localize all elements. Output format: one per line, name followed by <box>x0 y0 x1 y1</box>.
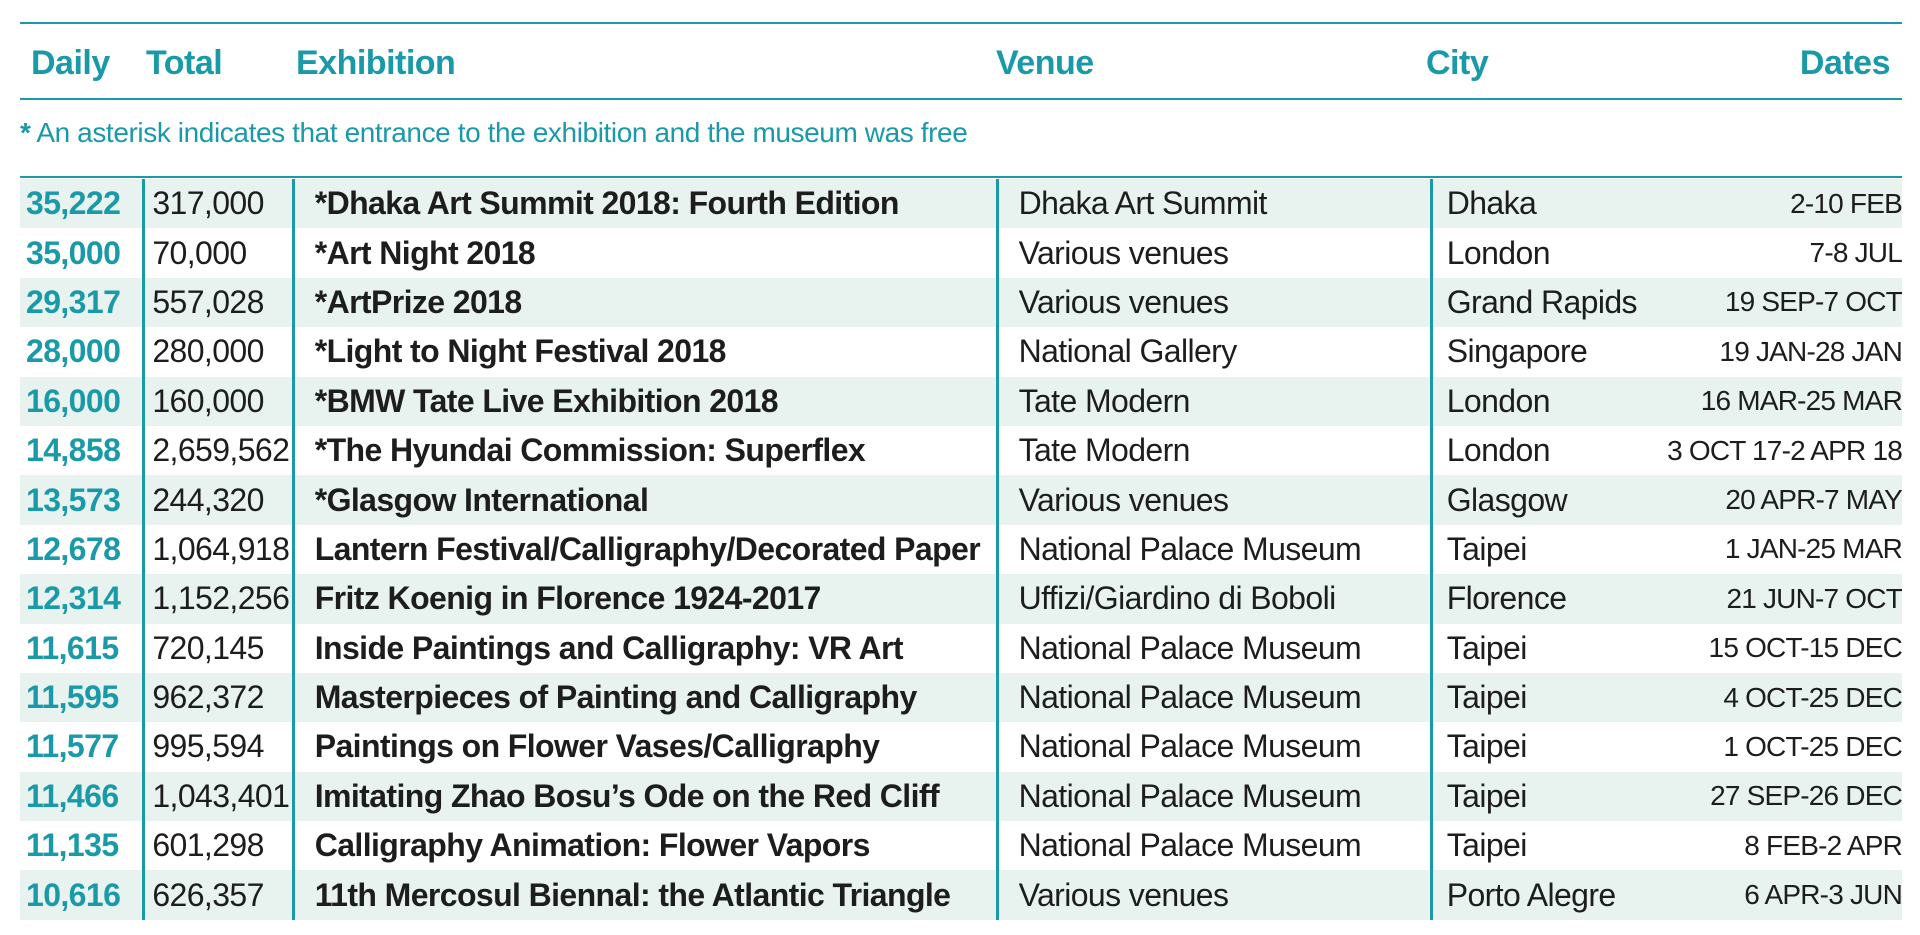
table-row <box>20 377 1902 426</box>
header-daily: Daily <box>31 44 110 82</box>
table-row <box>20 525 1902 574</box>
cell-city: Taipei <box>1431 722 1657 771</box>
cell-dates: 21 JUN-7 OCT <box>1657 574 1902 623</box>
cell-daily: 11,615 <box>26 629 119 666</box>
cell-total: 160,000 <box>144 377 293 426</box>
cell-dates: 19 JAN-28 JAN <box>1719 335 1902 367</box>
cell-total: 962,372 <box>144 673 293 722</box>
cell-city: Taipei <box>1431 624 1657 673</box>
cell-total: 1,064,918 <box>144 525 293 574</box>
cell-venue: Various venues <box>997 870 1431 919</box>
cell-dates: 8 FEB-2 APR <box>1744 829 1902 861</box>
cell-total: 557,028 <box>144 278 293 327</box>
table-row <box>20 722 1902 771</box>
cell-total: 601,298 <box>144 821 293 870</box>
cell-exhibition: Paintings on Flower Vases/Calligraphy <box>293 722 997 771</box>
cell-city: Taipei <box>1431 772 1657 821</box>
cell-city: Porto Alegre <box>1431 870 1657 919</box>
note-text: An asterisk indicates that entrance to the exhibition and the museum was free <box>30 117 968 148</box>
cell-dates: 16 MAR-25 MAR <box>1657 377 1902 426</box>
cell-daily: 28,000 <box>26 333 121 370</box>
exhibition-table <box>20 179 1902 920</box>
cell-daily: 29,317 <box>20 278 144 327</box>
cell-city: Taipei <box>1431 525 1657 574</box>
cell-exhibition: *The Hyundai Commission: Superflex <box>293 426 997 475</box>
table-row <box>20 426 1902 475</box>
cell-venue: National Palace Museum <box>997 821 1431 870</box>
cell-dates: 4 OCT-25 DEC <box>1657 673 1902 722</box>
cell-total: 720,145 <box>144 624 293 673</box>
cell-exhibition: *ArtPrize 2018 <box>293 278 997 327</box>
table-row <box>20 278 1902 327</box>
cell-exhibition: Inside Paintings and Calligraphy: VR Art <box>293 624 997 673</box>
table-row <box>20 179 1902 228</box>
header-venue: Venue <box>996 44 1094 82</box>
cell-daily: 11,595 <box>20 673 144 722</box>
cell-exhibition: *Art Night 2018 <box>293 228 997 277</box>
table-row <box>20 475 1902 524</box>
cell-total: 280,000 <box>144 327 293 376</box>
cell-total: 1,152,256 <box>144 574 293 623</box>
cell-total: 995,594 <box>144 722 293 771</box>
cell-dates: 20 APR-7 MAY <box>1657 475 1902 524</box>
cell-total: 244,320 <box>144 475 293 524</box>
cell-venue: National Palace Museum <box>997 525 1431 574</box>
cell-city: Florence <box>1431 574 1657 623</box>
cell-venue: Tate Modern <box>997 377 1431 426</box>
cell-daily: 11,466 <box>20 772 144 821</box>
cell-dates: 7-8 JUL <box>1809 237 1902 269</box>
header-dates: Dates <box>1799 44 1890 82</box>
cell-total: 626,357 <box>144 870 293 919</box>
note-asterisk: * <box>20 117 31 148</box>
cell-venue: Dhaka Art Summit <box>997 179 1431 228</box>
cell-dates: 1 OCT-25 DEC <box>1723 730 1902 762</box>
cell-dates: 19 SEP-7 OCT <box>1657 278 1902 327</box>
cell-venue: Various venues <box>997 228 1431 277</box>
cell-exhibition: *BMW Tate Live Exhibition 2018 <box>293 377 997 426</box>
header-total: Total <box>146 44 223 82</box>
cell-exhibition: Imitating Zhao Bosu’s Ode on the Red Cliff <box>293 772 997 821</box>
cell-venue: National Palace Museum <box>997 772 1431 821</box>
cell-venue: National Gallery <box>997 327 1431 376</box>
cell-exhibition: Calligraphy Animation: Flower Vapors <box>293 821 997 870</box>
header-city: City <box>1426 44 1489 82</box>
cell-city: London <box>1431 228 1657 277</box>
cell-city: Dhaka <box>1431 179 1657 228</box>
cell-exhibition: *Dhaka Art Summit 2018: Fourth Edition <box>293 179 997 228</box>
cell-dates: 27 SEP-26 DEC <box>1657 772 1902 821</box>
cell-exhibition: *Light to Night Festival 2018 <box>293 327 997 376</box>
cell-exhibition: 11th Mercosul Biennal: the Atlantic Triangle <box>293 870 997 919</box>
cell-city: Taipei <box>1431 821 1657 870</box>
cell-dates: 15 OCT-15 DEC <box>1708 632 1902 664</box>
cell-exhibition: *Glasgow International <box>293 475 997 524</box>
cell-daily: 35,000 <box>26 234 121 271</box>
table-row <box>20 574 1902 623</box>
table-body <box>20 179 1902 920</box>
free-entry-note <box>20 100 1902 178</box>
table-row <box>20 870 1902 919</box>
cell-venue: Various venues <box>997 475 1431 524</box>
cell-venue: Tate Modern <box>997 426 1431 475</box>
cell-venue: National Palace Museum <box>997 673 1431 722</box>
table-row <box>20 327 1902 376</box>
cell-daily: 10,616 <box>20 870 144 919</box>
cell-city: Grand Rapids <box>1431 278 1657 327</box>
table-row <box>20 624 1902 673</box>
cell-daily: 14,858 <box>26 432 121 469</box>
note-text-wrap <box>20 117 967 149</box>
cell-total: 317,000 <box>144 179 293 228</box>
header-exhibition: Exhibition <box>296 44 456 82</box>
cell-daily: 11,135 <box>26 827 119 864</box>
attendance-table <box>20 22 1902 920</box>
cell-daily: 13,573 <box>20 475 144 524</box>
cell-city: London <box>1431 426 1657 475</box>
table-row <box>20 673 1902 722</box>
cell-dates: 1 JAN-25 MAR <box>1724 533 1902 565</box>
cell-city: Glasgow <box>1431 475 1657 524</box>
table-row <box>20 772 1902 821</box>
cell-venue: National Palace Museum <box>997 722 1431 771</box>
cell-daily: 11,577 <box>26 728 119 765</box>
cell-dates: 6 APR-3 JUN <box>1657 870 1902 919</box>
cell-daily: 16,000 <box>20 377 144 426</box>
table-header <box>20 24 1902 100</box>
cell-total: 70,000 <box>144 228 293 277</box>
cell-total: 1,043,401 <box>144 772 293 821</box>
cell-daily: 12,314 <box>20 574 144 623</box>
cell-dates: 2-10 FEB <box>1657 179 1902 228</box>
table-row <box>20 821 1902 870</box>
cell-exhibition: Masterpieces of Painting and Calligraphy <box>293 673 997 722</box>
cell-venue: Various venues <box>997 278 1431 327</box>
cell-exhibition: Fritz Koenig in Florence 1924-2017 <box>293 574 997 623</box>
cell-exhibition: Lantern Festival/Calligraphy/Decorated Paper <box>293 525 997 574</box>
cell-dates: 3 OCT 17-2 APR 18 <box>1667 434 1902 466</box>
cell-city: London <box>1431 377 1657 426</box>
cell-city: Singapore <box>1431 327 1657 376</box>
cell-daily: 35,222 <box>20 179 144 228</box>
cell-city: Taipei <box>1431 673 1657 722</box>
table-row <box>20 228 1902 277</box>
cell-venue: Uffizi/Giardino di Boboli <box>997 574 1431 623</box>
cell-venue: National Palace Museum <box>997 624 1431 673</box>
cell-daily: 12,678 <box>26 530 121 567</box>
cell-total: 2,659,562 <box>144 426 293 475</box>
